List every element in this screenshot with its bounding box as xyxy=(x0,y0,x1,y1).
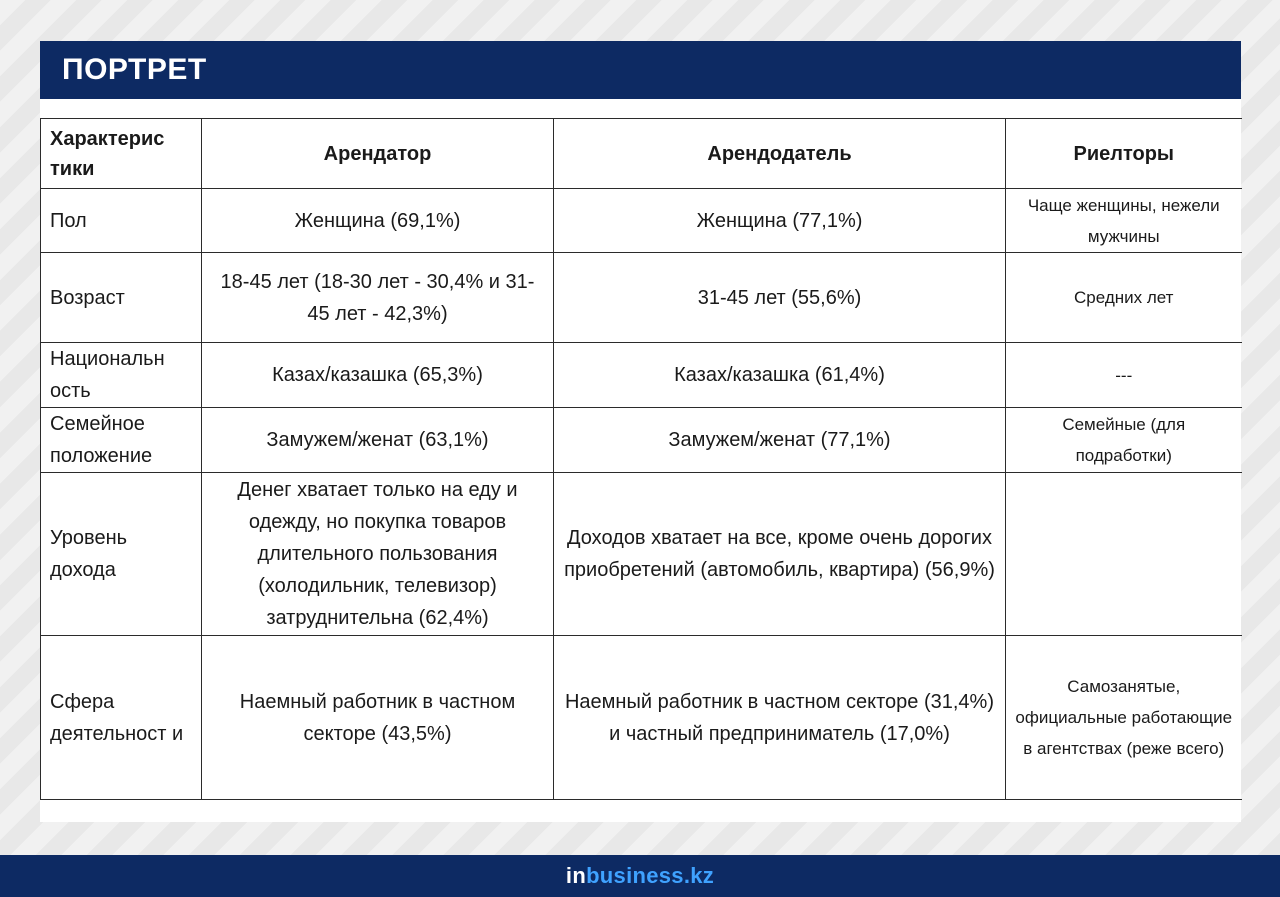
row-label: Национальн ость xyxy=(41,343,202,408)
tenant-cell: Казах/казашка (65,3%) xyxy=(202,343,554,408)
table-row xyxy=(41,253,1242,343)
table-header-row xyxy=(41,119,1242,189)
landlord-cell: Наемный работник в частном секторе (31,4%) и частный предприниматель (17,0%) xyxy=(554,636,1006,800)
tenant-cell: 18-45 лет (18-30 лет - 30,4% и 31-45 лет - 42,3%) xyxy=(202,253,554,343)
footer-bar xyxy=(0,855,1280,897)
realtor-cell xyxy=(1006,473,1242,636)
column-header-realtors: Риелторы xyxy=(1006,119,1242,189)
tenant-cell: Женщина (69,1%) xyxy=(202,189,554,253)
tenant-cell: Наемный работник в частном секторе (43,5%) xyxy=(202,636,554,800)
row-label: Пол xyxy=(41,189,202,253)
row-label: Семейное положение xyxy=(41,408,202,473)
row-label: Сфера деятельност и xyxy=(41,636,202,800)
brand-logo[interactable] xyxy=(566,863,714,889)
row-label: Возраст xyxy=(41,253,202,343)
brand-logo-part-in: in xyxy=(565,863,587,888)
brand-logo-part-business: business.kz xyxy=(586,863,715,888)
table-row xyxy=(41,408,1242,473)
landlord-cell: Казах/казашка (61,4%) xyxy=(554,343,1006,408)
table-row xyxy=(41,636,1242,800)
realtor-cell: Самозанятые, официальные работающие в агентствах (реже всего) xyxy=(1006,636,1242,800)
row-label: Уровень дохода xyxy=(41,473,202,636)
realtor-cell: Семейные (для подработки) xyxy=(1006,408,1242,473)
landlord-cell: Женщина (77,1%) xyxy=(554,189,1006,253)
landlord-cell: Доходов хватает на все, кроме очень дорогих приобретений (автомобиль, квартира) (56,9%) xyxy=(554,473,1006,636)
landlord-cell: Замужем/женат (77,1%) xyxy=(554,408,1006,473)
column-header-landlord: Арендодатель xyxy=(554,119,1006,189)
column-header-tenant: Арендатор xyxy=(202,119,554,189)
portrait-table xyxy=(40,118,1242,800)
realtor-cell: Средних лет xyxy=(1006,253,1242,343)
table-row xyxy=(41,473,1242,636)
tenant-cell: Денег хватает только на еду и одежду, но покупка товаров длительного пользования (холодильник, телевизор) затруднительна (62,4%) xyxy=(202,473,554,636)
table-row xyxy=(41,343,1242,408)
realtor-cell: Чаще женщины, нежели мужчины xyxy=(1006,189,1242,253)
page-title: ПОРТРЕТ xyxy=(62,53,207,86)
column-header-characteristics: Характерис тики xyxy=(41,119,202,189)
tenant-cell: Замужем/женат (63,1%) xyxy=(202,408,554,473)
realtor-cell: --- xyxy=(1006,343,1242,408)
landlord-cell: 31-45 лет (55,6%) xyxy=(554,253,1006,343)
page-header xyxy=(40,41,1241,99)
table-row xyxy=(41,189,1242,253)
